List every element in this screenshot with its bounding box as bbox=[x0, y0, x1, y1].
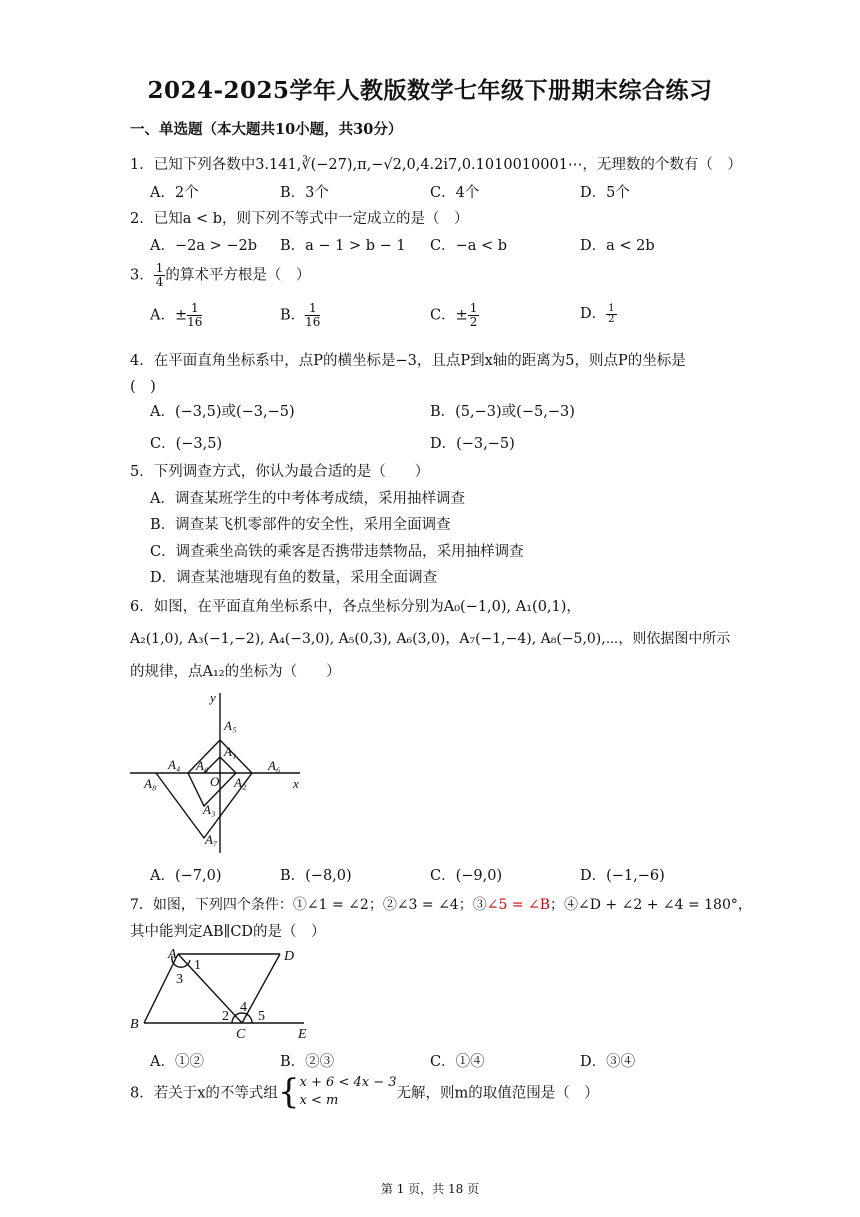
q3-stem-text: 的算术平方根是（ ） bbox=[165, 267, 311, 284]
label-angle-4: 4 bbox=[240, 1000, 247, 1015]
q8-stem: 8．若关于x的不等式组{ x + 6 < 4x − 3 x < m 无解，则m的取值范围是（ ） bbox=[130, 1072, 599, 1112]
q7-option-d: D．③④ bbox=[580, 1054, 636, 1070]
label-A2: A₂ bbox=[234, 775, 247, 790]
q7-highlight-condition: ∠5 = ∠B bbox=[486, 897, 551, 913]
q3-option-b: B． $\frac{1}{16}$ bbox=[280, 301, 321, 329]
q4-stem-line1: 4．在平面直角坐标系中，点P的横坐标是−3，且点P到x轴的距离为5，则点P的坐标是 bbox=[130, 353, 686, 369]
q5-option-c: C．调查乘坐高铁的乘客是否携带违禁物品，采用抽样调查 bbox=[150, 544, 524, 560]
label-x: x bbox=[293, 776, 299, 791]
label-O: O bbox=[210, 774, 220, 789]
label-B: B bbox=[130, 1017, 139, 1032]
q6-coordinate-figure bbox=[130, 688, 320, 858]
q2-option-d: D．a < 2b bbox=[580, 238, 655, 254]
label-D: D bbox=[284, 949, 295, 964]
label-A7: A₇ bbox=[205, 832, 218, 847]
q1-option-b: B．3个 bbox=[280, 185, 329, 201]
q7-option-b: B．②③ bbox=[280, 1054, 335, 1070]
section-heading: 一、单选题（本大题共10小题，共30分） bbox=[130, 121, 403, 138]
label-angle-1: 1 bbox=[194, 958, 201, 973]
q5-option-d: D．调查某池塘现有鱼的数量，采用全面调查 bbox=[150, 570, 438, 586]
q6-option-d: D．(−1,−6) bbox=[580, 868, 665, 884]
q7-parallel-figure bbox=[128, 944, 318, 1044]
q4-option-b: B．(5,−3)或(−5,−3) bbox=[430, 404, 575, 420]
q2-option-b: B．a − 1 > b − 1 bbox=[280, 238, 406, 254]
inequality-system: x + 6 < 4x − 3 x < m bbox=[299, 1075, 397, 1108]
label-angle-5: 5 bbox=[258, 1009, 265, 1024]
q7-stem-line1: 7．如图，下列四个条件：①∠1 = ∠2；②∠3 = ∠4；③∠5 = ∠B；④∠D + ∠2 + ∠4 = 180°， bbox=[130, 897, 752, 913]
q4-stem-line2: ( ) bbox=[130, 379, 156, 395]
label-A5: A₅ bbox=[224, 718, 237, 733]
label-A4: A₄ bbox=[168, 757, 181, 772]
page-footer: 第 1 页，共 18 页 bbox=[380, 1182, 480, 1196]
q2-option-c: C．−a < b bbox=[430, 238, 508, 254]
q6-stem-line2: A₂(1,0), A₃(−1,−2), A₄(−3,0), A₅(0,3), A₆(3,0)，A₇(−1,−4), A₈(−5,0),⋯，则依据图中所示 bbox=[130, 631, 731, 647]
q5-option-a: A．调查某班学生的中考体考成绩，采用抽样调查 bbox=[150, 491, 465, 507]
q7-stem-line2: 其中能判定AB∥CD的是（ ） bbox=[130, 924, 326, 940]
label-y: y bbox=[210, 690, 216, 705]
label-angle-3: 3 bbox=[176, 972, 183, 987]
label-angle-2: 2 bbox=[222, 1009, 229, 1024]
q2-stem: 2．已知a < b，则下列不等式中一定成立的是（ ） bbox=[130, 211, 469, 227]
q4-option-c: C．(−3,5) bbox=[150, 436, 223, 452]
q3-option-a: A．± $\frac{1}{16}$ bbox=[150, 301, 203, 329]
label-A0: A₀ bbox=[196, 758, 209, 773]
label-A6: A₆ bbox=[268, 758, 281, 773]
q6-option-b: B．(−8,0) bbox=[280, 868, 352, 884]
document-title: 2024-2025学年人教版数学七年级下册期末综合练习 bbox=[147, 77, 713, 104]
q4-option-a: A．(−3,5)或(−3,−5) bbox=[150, 404, 295, 420]
q1-option-a: A．2个 bbox=[150, 185, 199, 201]
system-brace: { bbox=[277, 1072, 300, 1112]
q4-option-d: D．(−3,−5) bbox=[430, 436, 515, 452]
q1-option-c: C．4个 bbox=[430, 185, 480, 201]
q7-option-c: C．①④ bbox=[430, 1054, 485, 1070]
label-A: A bbox=[168, 947, 177, 962]
q3-stem bbox=[130, 262, 310, 289]
label-E: E bbox=[298, 1027, 307, 1042]
q5-stem: 5．下列调查方式，你认为最合适的是（ ） bbox=[130, 464, 430, 480]
q3-option-c: C．± $\frac{1}{2}$ bbox=[430, 301, 478, 329]
label-A1: A₁ bbox=[224, 744, 237, 759]
q1-option-d: D．5个 bbox=[580, 185, 630, 201]
q3-fraction: $\frac{1}{4}$ bbox=[155, 261, 164, 289]
q3-number: 3． bbox=[130, 267, 154, 284]
q2-option-a: A．−2a > −2b bbox=[150, 238, 258, 254]
q6-stem-line3: 的规律，点A₁₂的坐标为（ ） bbox=[130, 664, 341, 680]
q3-option-d: D． $\frac{1}{2}$ bbox=[580, 302, 615, 325]
q6-option-a: A．(−7,0) bbox=[150, 868, 222, 884]
q7-option-a: A．①② bbox=[150, 1054, 204, 1070]
q1-stem: 1．已知下列各数中3.141,∛(−27),π,−√2,0,4.2i7,0.1010010001⋯，无理数的个数有（ ） bbox=[130, 157, 742, 173]
q6-stem-line1: 6．如图，在平面直角坐标系中，各点坐标分别为A₀(−1,0), A₁(0,1)， bbox=[130, 599, 581, 615]
label-A8: A₈ bbox=[144, 776, 157, 791]
label-A3: A₃ bbox=[203, 802, 216, 817]
q5-option-b: B．调查某飞机零部件的安全性，采用全面调查 bbox=[150, 517, 451, 533]
label-C: C bbox=[236, 1027, 246, 1042]
q6-option-c: C．(−9,0) bbox=[430, 868, 503, 884]
